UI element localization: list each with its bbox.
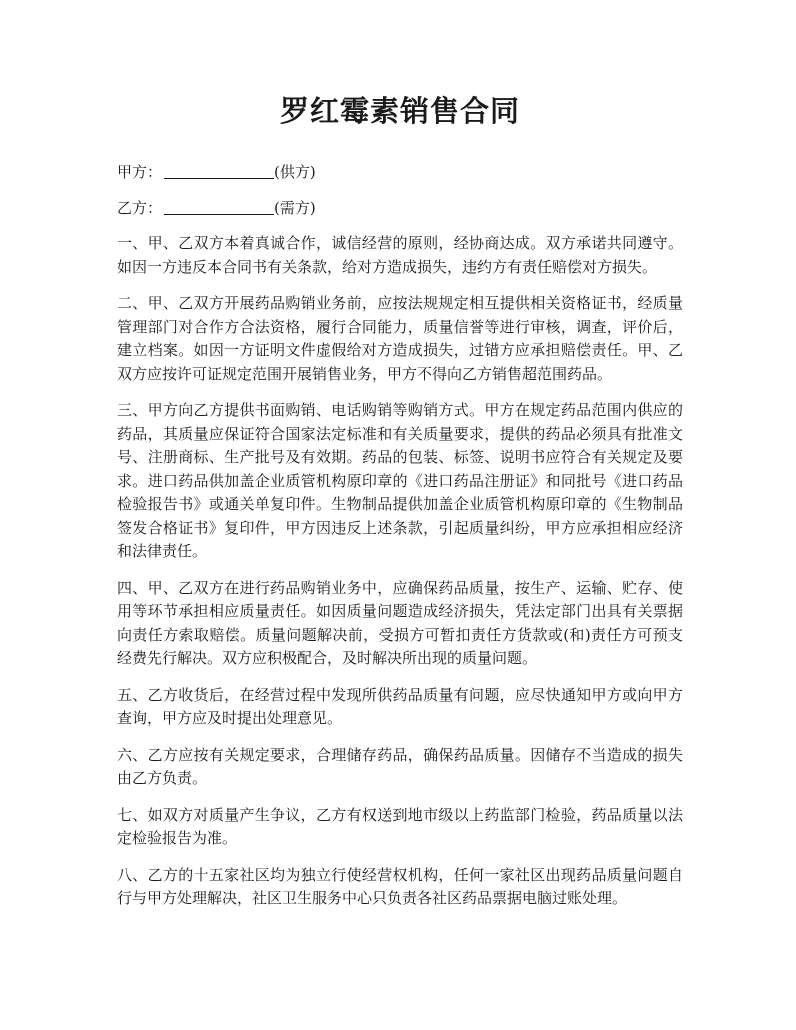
document-title: 罗红霉素销售合同 — [279, 94, 520, 128]
contract-page — [117, 88, 683, 924]
party-a-role: (供方) — [274, 163, 316, 181]
party-b-role: (需方) — [274, 199, 316, 217]
clause-4: 四、甲、乙双方在进行药品购销业务中，应确保药品质量，按生产、运输、贮存、使用等环节承担相应质量责任。如因质量问题造成经济损失，凭法定部门出具有关票据向责任方索取赔偿。质量问题解决前，受损方可暂扣责任方货款或(和)责任方可预支经费先行解决。双方应积极配合，及时解决所出现的质量问题。 — [117, 578, 683, 667]
party-a-line — [117, 160, 683, 184]
clause-8: 八、乙方的十五家社区均为独立行使经营权机构，任何一家社区出现药品质量问题自行与甲方处理解决，社区卫生服务中心只负责各社区药品票据电脑过账处理。 — [117, 865, 683, 907]
party-a-blank — [164, 163, 274, 179]
clause-2: 二、甲、乙双方开展药品购销业务前，应按法规规定相互提供相关资格证书，经质量管理部门对合作方合法资格，履行合同能力，质量信誉等进行审核，调查，评价后，建立档案。如因一方证明文件虚假给对方造成损失，过错方应承担赔偿责任。甲、乙双方应按许可证规定范围开展销售业务，甲方不得向乙方销售超范围药品。 — [117, 294, 683, 383]
clause-7: 七、如双方对质量产生争议，乙方有权送到地市级以上药监部门检验，药品质量以法定检验报告为准。 — [117, 805, 683, 847]
clause-5: 五、乙方收货后，在经营过程中发现所供药品质量有问题，应尽快通知甲方或向甲方查询，甲方应及时提出处理意见。 — [117, 685, 683, 727]
clause-3: 三、甲方向乙方提供书面购销、电话购销等购销方式。甲方在规定药品范围内供应的药品，其质量应保证符合国家法定标准和有关质量要求，提供的药品必须具有批准文号、注册商标、生产批号及有效期。药品的包装、标签、说明书应符合有关规定及要求。进口药品供加盖企业质管机构原印章的《进口药品注册证》和同批号《进口药品检验报告书》或通关单复印件。生物制品提供加盖企业质管机构原印章的《生物制品签发合格证书》复印件，甲方因违反上述条款，引起质量纠纷，甲方应承担相应经济和法律责任。 — [117, 401, 683, 560]
party-b-blank — [164, 199, 274, 215]
clause-6: 六、乙方应按有关规定要求，合理储存药品，确保药品质量。因储存不当造成的损失由乙方负责。 — [117, 745, 683, 787]
clause-1: 一、甲、乙双方本着真诚合作，诚信经营的原则，经协商达成。双方承诺共同遵守。如因一方违反本合同书有关条款，给对方造成损失，违约方有责任赔偿对方损失。 — [117, 234, 683, 276]
party-b-label: 乙方： — [117, 199, 163, 217]
party-a-label: 甲方： — [117, 163, 163, 181]
party-b-line — [117, 196, 683, 220]
